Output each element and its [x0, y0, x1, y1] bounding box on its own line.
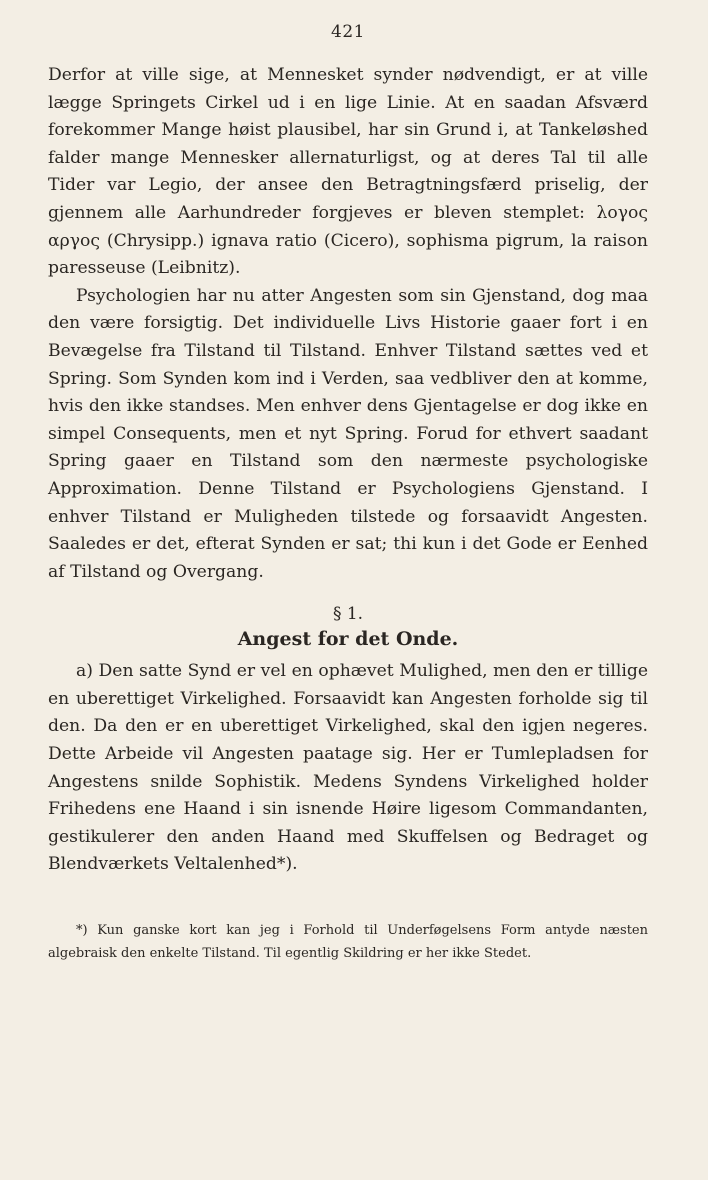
paragraph-2: Psychologien har nu atter Angesten som sin Gjenstand, dog maa den være forsigtig. Det individuelle Livs Historie gaaer fort i en Bevægelse fra Tilstand til Tilstand. Enhver Tilstand sættes ved et Spring. Som Synden kom ind i Verden, saa vedbliver den at komme, hvis den ikke standses. Men enhver dens Gjentagelse er dog ikke en simpel Consequents, men et nyt Spring. Forud for ethvert saadant Spring gaaer en Tilstand som den nærmeste psychologiske Approximation. Denne Tilstand er Psychologiens Gjenstand. I enhver Tilstand er Muligheden tilstede og forsaavidt Angesten. Saaledes er det, efterat Synden er sat; thi kun i det Gode er Eenhed af Tilstand og Overgang. — [48, 285, 648, 582]
footnote: *) Kun ganske kort kan jeg i Forhold til Underføgelsens Form antyde næsten algebraisk den enkelte Tilstand. Til egentlig Skildring er her ikke Stedet. — [48, 923, 648, 962]
paragraph-3: a) Den satte Synd er vel en ophævet Mulighed, men den er tillige en uberettiget Virkelighed. Forsaavidt kan Angesten forholde sig til den. Da den er en uberettiget Virkelighed, skal den igjen negeres. Dette Arbeide vil Angesten paatage sig. Her er Tumlepladsen for Angestens snilde Sophistik. Medens Syndens Virkelighed holder Frihedens ene Haand i sin isnende Høire ligesom Commandanten, gestikulerer den anden Haand med Skuffelsen og Bedraget og Blendværkets Veltalenhed*). — [48, 661, 648, 875]
page-number: 421 — [331, 22, 365, 42]
section-number: § 1. — [332, 604, 364, 625]
paragraph-1: Derfor at ville sige, at Mennesket synder nødvendigt, er at ville lægge Springets Cirkel ud i en lige Linie. At en saadan Afsværd forekommer Mange høist plausibel, har sin Grund i, at Tankeløshed falder mange Mennesker allernaturligst, og at deres Tal til alle Tider var Legio, der ansee den Betragtningsfærd priselig, der gjennem alle Aarhundreder forgjeves er bleven stemplet: λογος αργος (Chrysipp.) ignava ratio (Cicero), sophisma pigrum, la raison paresseuse (Leibnitz). — [48, 65, 648, 279]
section-title: Angest for det Onde. — [237, 628, 459, 651]
